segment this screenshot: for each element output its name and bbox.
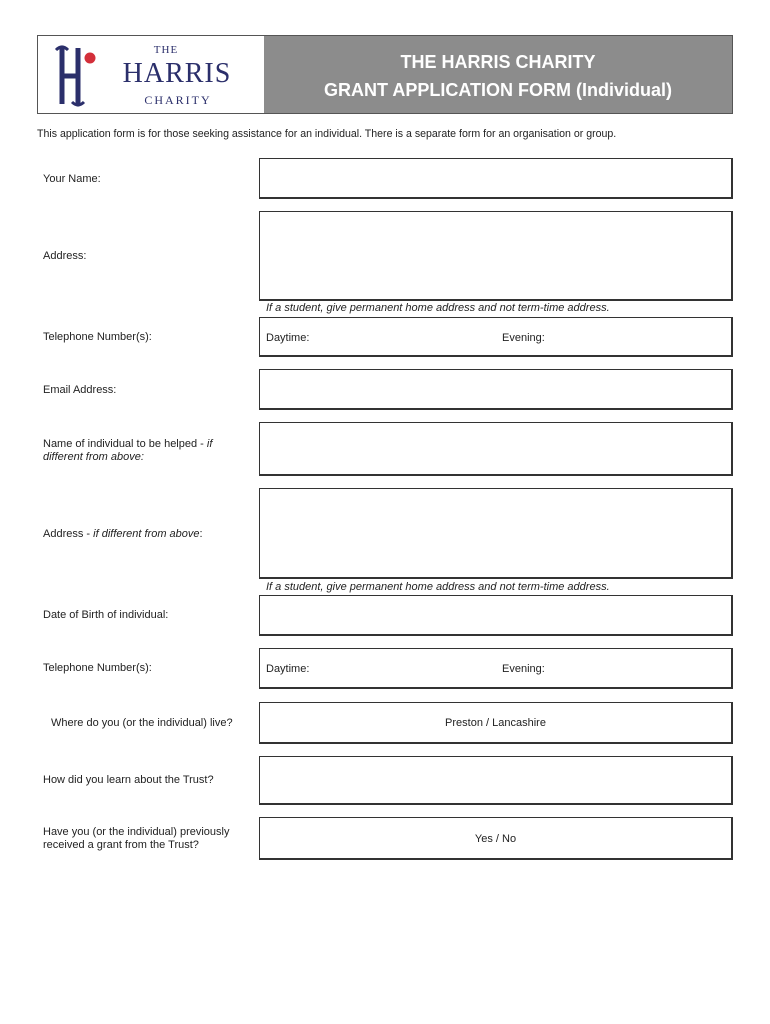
live-label: Where do you (or the individual) live?: [51, 717, 233, 729]
address2-label-end: :: [199, 528, 203, 540]
email-field[interactable]: [259, 369, 733, 410]
telephone2-label: Telephone Number(s):: [43, 662, 152, 674]
previous-label: Have you (or the individual) previously received a grant from the Trust?: [43, 826, 230, 851]
previous-field[interactable]: [259, 817, 733, 860]
individual-name-field[interactable]: [259, 422, 733, 476]
dob-field[interactable]: [259, 595, 733, 636]
individual-name-label: [43, 438, 243, 464]
logo-charity-text: CHARITY: [144, 93, 212, 107]
daytime-label: Daytime:: [266, 332, 310, 344]
form-header: [37, 35, 733, 114]
previous-value: Yes / No: [474, 833, 517, 845]
telephone2-field[interactable]: [259, 648, 733, 689]
learn-field[interactable]: [259, 756, 733, 805]
email-label: Email Address:: [43, 384, 117, 396]
harris-charity-logo: [38, 36, 264, 113]
address2-label: [43, 528, 203, 541]
intro-text: This application form is for those seeking assistance for an individual. There is a separate form for an organisation or group.: [37, 128, 617, 140]
logo-the-text: THE: [153, 44, 179, 56]
address2-note: If a student, give permanent home address and not term-time address.: [266, 581, 610, 593]
your-name-field[interactable]: [259, 158, 733, 199]
address2-field[interactable]: [259, 488, 733, 579]
telephone-field[interactable]: [259, 317, 733, 357]
live-field[interactable]: [259, 702, 733, 744]
individual-name-label-main: Name of individual to be helped -: [43, 438, 207, 450]
daytime2-label: Daytime:: [266, 663, 310, 675]
logo-harris-text: HARRIS: [122, 58, 232, 89]
address-note: If a student, give permanent home address and not term-time address.: [266, 302, 610, 314]
individual-name-label-italic: if different from above:: [43, 438, 213, 463]
title-cell: [264, 36, 732, 113]
learn-label: How did you learn about the Trust?: [43, 774, 214, 786]
address2-label-main: Address -: [43, 528, 94, 540]
address-field[interactable]: [259, 211, 733, 301]
your-name-label: Your Name:: [43, 173, 101, 185]
form-title-line2: GRANT APPLICATION FORM (Individual): [324, 80, 672, 100]
evening-label: Evening:: [502, 332, 545, 344]
address2-label-italic: if different from above: [93, 528, 200, 540]
telephone-label: Telephone Number(s):: [43, 331, 152, 343]
logo-cell: [38, 36, 265, 113]
dob-label: Date of Birth of individual:: [43, 609, 169, 621]
form-title-line1: THE HARRIS CHARITY: [400, 52, 596, 72]
address-label: Address:: [43, 250, 87, 262]
live-value: Preston / Lancashire: [445, 717, 546, 729]
evening2-label: Evening:: [502, 663, 545, 675]
